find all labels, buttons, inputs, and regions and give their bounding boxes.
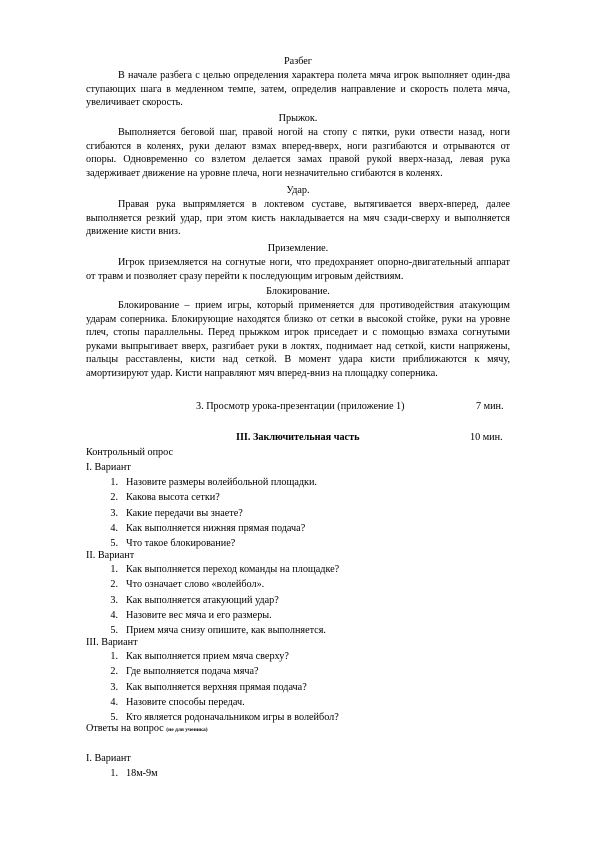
list-item: 1. Назовите размеры волейбольной площадки.	[110, 477, 317, 488]
section-title-pryzhok: Прыжок.	[278, 113, 318, 124]
question-list	[86, 563, 510, 639]
question-list	[86, 476, 510, 552]
part3-time: 10 мин.	[470, 432, 503, 443]
step3-label: 3. Просмотр урока-презентации (приложение 1)	[196, 401, 405, 412]
list-item: 2. Что означает слово «волейбол».	[110, 579, 265, 591]
answers-variant-label: I. Вариант	[86, 753, 131, 764]
part3-label: III. Заключительная часть	[236, 432, 360, 443]
list-item: 4. Назовите способы передач.	[110, 696, 245, 708]
list-item: 2. Какова высота сетки?	[110, 492, 220, 504]
answers-note: (не для ученика)	[166, 727, 208, 733]
variant-label: III. Вариант	[86, 637, 138, 648]
section-title-razbeg: Разбег	[284, 56, 312, 67]
list-item: 4. Назовите вес мяча и его размеры.	[110, 609, 272, 621]
list-item: 4. Как выполняется нижняя прямая подача?	[110, 522, 306, 534]
list-item: 1. Как выполняется прием мяча сверху?	[110, 651, 289, 662]
list-item: 3. Как выполняется верхняя прямая подача?	[110, 681, 307, 693]
list-item: 5. Прием мяча снизу опишите, как выполняется.	[110, 625, 326, 637]
variant-label: I. Вариант	[86, 462, 131, 473]
section-title-blokirovanie: Блокирование.	[266, 286, 330, 297]
paragraph: Игрок приземляется на согнутые ноги, что предохраняет опорно-двигательный аппарат от травм и позволяет сразу перейти к последующим игровым действиям.	[86, 257, 510, 282]
section-text-blokirovanie	[86, 299, 510, 381]
list-item: 5. Кто является родоначальником игры в волейбол?	[110, 712, 339, 724]
variant-label: II. Вариант	[86, 550, 135, 561]
list-item: 2. Где выполняется подача мяча?	[110, 666, 259, 678]
answer-list	[86, 767, 510, 782]
step3-time: 7 мин.	[476, 401, 504, 412]
section-title-prizemlenie: Приземление.	[267, 243, 329, 254]
section-text-pryzhok	[86, 126, 510, 180]
list-item: 3. Какие передачи вы знаете?	[110, 507, 243, 519]
paragraph: Правая рука выпрямляется в локтевом суставе, вытягивается вверх-вперед, далее выполняется резкий удар, при этом кисть накладывается на мяч сзади-сверху и выполняется движение кисти вниз.	[86, 199, 510, 238]
section-text-udar	[86, 198, 510, 239]
list-item: 1. 18м-9м	[110, 768, 158, 779]
section-title-udar: Удар.	[286, 185, 310, 196]
list-item: 3. Как выполняется атакующий удар?	[110, 594, 279, 606]
quiz-title: Контрольный опрос	[86, 447, 173, 458]
paragraph: Блокирование – прием игры, который применяется для противодействия атакующим ударам соперника. Блокирующие находятся близко от сетки в высокой стойке, руки на уровне плеч, стопы параллельны. Перед прыжком игрок приседает и с помощью взмаха согнутыми руками выпрыгивает вверх, разгибает руки в локтях, поднимает над сеткой, кисти напряжены, пальцы расставлены, кисти над сеткой. В момент удара кисти приближаются к мячу, амортизируют удар. Кисти направляют мяч вперед-вниз на площадку соперника.	[86, 300, 510, 379]
paragraph: Выполняется беговой шаг, правой ногой на стопу с пятки, руки отвести назад, ноги сгибаются в коленях, руки делают взмах вперед-вверх, ноги разгибаются и отрываются от опоры. Одновременно со взлетом делается замах правой рукой вверх-назад, левая рука задерживает движение на уровне плеча, ноги незначительно сгибаются в коленях.	[86, 127, 510, 179]
list-item: 5. Что такое блокирование?	[110, 538, 236, 550]
question-list	[86, 650, 510, 726]
list-item: 1. Как выполняется переход команды на площадке?	[110, 564, 340, 575]
section-text-prizemlenie	[86, 256, 510, 283]
paragraph: В начале разбега с целью определения характера полета мяча игрок выполняет один-два ступающих шага в медленном темпе, затем, определив направление и скорость полета мяча, увеличивает скорость.	[86, 70, 510, 109]
answers-title: Ответы на вопрос (не для ученика)	[86, 723, 208, 734]
section-text-razbeg	[86, 69, 510, 110]
